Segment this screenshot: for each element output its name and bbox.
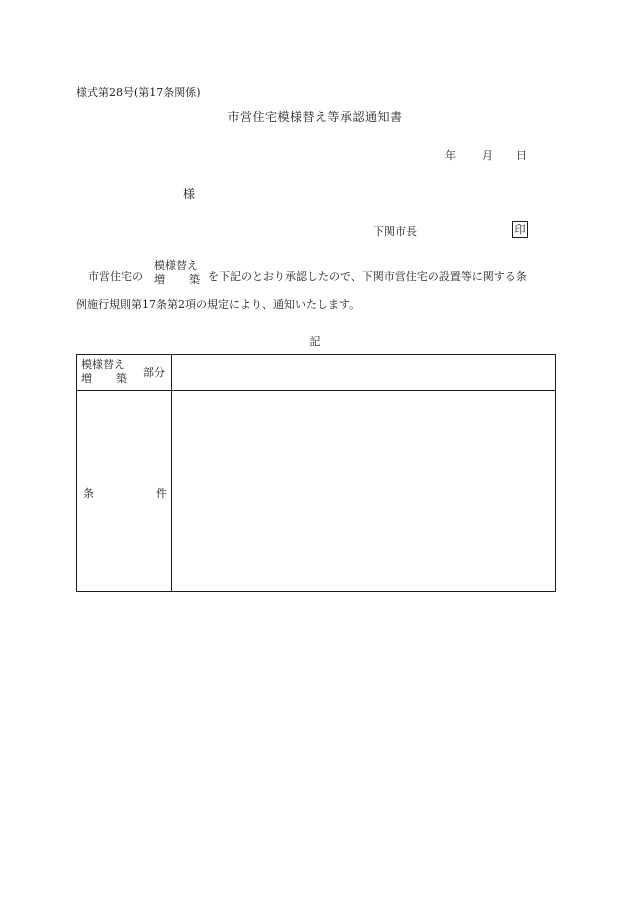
date-year-label: 年 (445, 149, 456, 162)
row-conditions-label-a: 条 (83, 487, 94, 500)
row-part-option-extension (81, 372, 127, 386)
date-month-label: 月 (482, 149, 493, 162)
details-table (76, 354, 556, 592)
table-column-divider (171, 355, 172, 591)
seal-mark: 印 (512, 221, 528, 238)
body-line-2: 例施行規則第17条第2項の規定により、通知いたします。 (76, 298, 361, 311)
row-part-suffix: 部分 (143, 366, 165, 379)
row-part-option-remodel: 模様替え (81, 358, 125, 371)
body-option-extension-b: 築 (189, 273, 200, 286)
addressee-suffix: 様 (183, 187, 196, 201)
body-option-remodel: 模様替え (154, 259, 198, 272)
row-conditions-label-b: 件 (156, 487, 167, 500)
body-line-1: を下記のとおり承認したので、下関市営住宅の設置等に関する条 (208, 270, 527, 283)
body-prefix: 市営住宅の (88, 270, 143, 283)
body-option-stack (154, 259, 200, 287)
issuer-name: 下関市長 (373, 225, 417, 238)
document-title: 市営住宅模様替え等承認通知書 (227, 110, 403, 124)
row-part-option-extension-b: 築 (116, 372, 127, 385)
body-option-extension-a: 増 (154, 273, 165, 286)
row-conditions-label (83, 485, 167, 501)
form-number: 様式第28号(第17条関係) (76, 86, 201, 99)
ki-heading: 記 (309, 335, 321, 348)
date-day-label: 日 (516, 149, 527, 162)
row-part-option-extension-a: 増 (81, 372, 92, 385)
body-option-extension (154, 273, 200, 287)
table-row-divider (77, 390, 555, 391)
